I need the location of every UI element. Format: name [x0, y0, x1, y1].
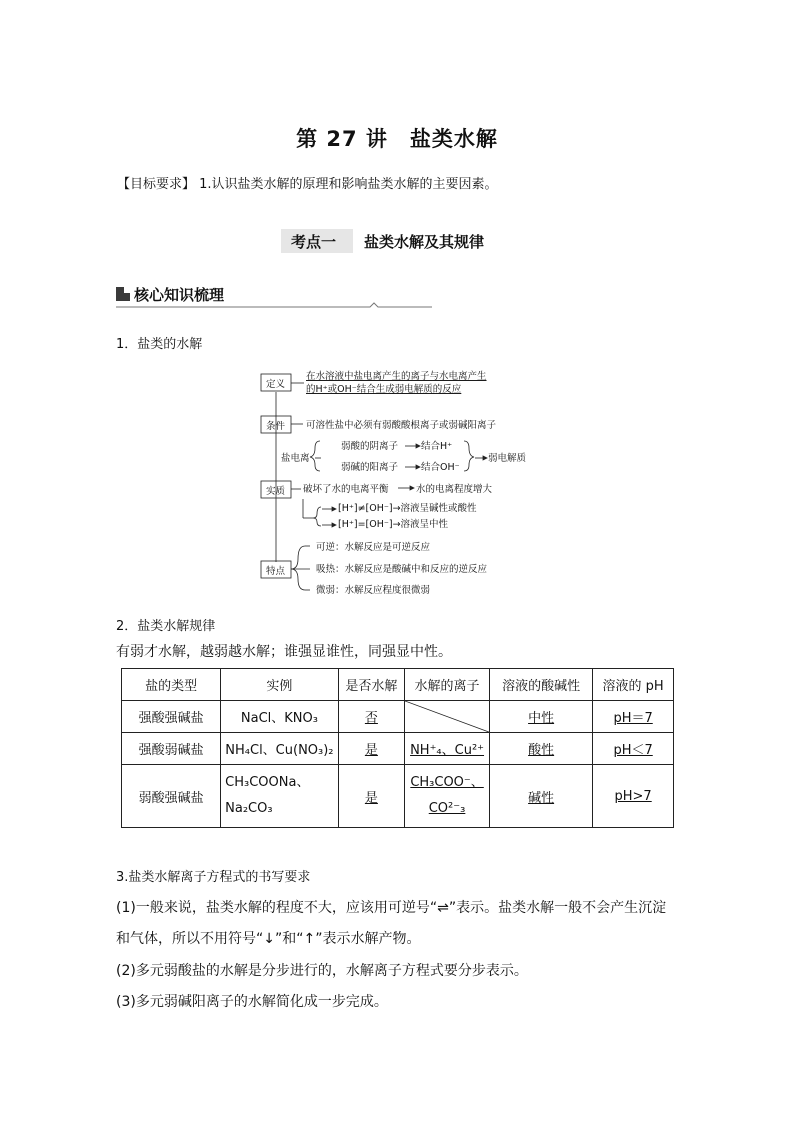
weak-electrolyte-text: 弱电解质: [488, 453, 527, 464]
cell-ph: pH＜7: [593, 733, 674, 765]
cell-type: 弱酸强碱盐: [122, 765, 221, 828]
goal-text: 1.认识盐类水解的原理和影响盐类水解的主要因素。: [199, 177, 498, 192]
eq-text: [H⁺]=[OH⁻]→溶液呈中性: [338, 519, 449, 530]
salt-hydrolysis-table: [121, 668, 674, 828]
cell-acidity: 中性: [489, 701, 592, 733]
cell-example: [221, 765, 339, 828]
subheading-hydrolysis: 1．盐类的水解: [116, 337, 203, 352]
feature1-text: 可逆：水解反应是可逆反应: [316, 542, 431, 553]
subheading-rules: 2．盐类水解规律: [116, 619, 216, 634]
label-definition: 定义: [266, 379, 286, 390]
goal-line: [117, 173, 498, 192]
diagonal-slash: [405, 701, 489, 732]
label-condition: 条件: [266, 421, 286, 432]
table-row: [122, 733, 674, 765]
rule-text: 有弱才水解，越弱越水解；谁强显谁性，同强显中性。: [116, 644, 452, 660]
example-line1: CH₃COONa、: [225, 775, 310, 790]
ions-line1: CH₃COO⁻、: [410, 775, 484, 790]
essence-text2: 水的电离程度增大: [416, 484, 493, 495]
section-title: 核心知识梳理: [134, 286, 225, 304]
bind-oh-text: 结合OH⁻: [421, 462, 460, 473]
ionize-label: 盐电离: [281, 453, 310, 464]
paragraph-2: (2)多元弱酸盐的水解是分步进行的，水解离子方程式要分步表示。: [116, 963, 528, 979]
bind-h-text: 结合H⁺: [421, 441, 453, 452]
cell-acidity: 碱性: [489, 765, 592, 828]
cell-type: 强酸强碱盐: [122, 701, 221, 733]
kaodian-label: 考点一: [291, 233, 337, 251]
definition-line1: 在水溶液中盐电离产生的离子与水电离产生: [306, 371, 487, 382]
table-header: 水解的离子: [405, 669, 490, 701]
essence-text1: 破坏了水的电离平衡: [303, 484, 389, 495]
example-line2: Na₂CO₃: [225, 801, 273, 816]
table-header: 盐的类型: [122, 669, 221, 701]
cell-ph: pH>7: [593, 765, 674, 828]
cell-ions: NH⁺₄、Cu²⁺: [405, 733, 490, 765]
condition-text: 可溶性盐中必须有弱酸酸根离子或弱碱阳离子: [306, 420, 497, 431]
cell-ph: pH＝7: [593, 701, 674, 733]
table-row: [122, 701, 674, 733]
section-square-icon: [116, 287, 130, 301]
goal-label: 【目标要求】: [117, 177, 196, 192]
table-header: 是否水解: [338, 669, 404, 701]
cell-ions-empty: [405, 701, 490, 733]
paragraph-1-line2: 和气体，所以不用符号“↓”和“↑”表示水解产物。: [116, 931, 421, 947]
feature2-text: 吸热：水解反应是酸碱中和反应的逆反应: [316, 564, 488, 575]
label-feature: 特点: [266, 566, 286, 577]
paragraph-1-line1: (1)一般来说，盐类水解的程度不大，应该用可逆号“⇌”表示。盐类水解一般不会产生沉淀: [116, 900, 667, 916]
section-underline: [116, 301, 432, 309]
table-header: 溶液的酸碱性: [489, 669, 592, 701]
ions-line2: CO²⁻₃: [428, 801, 466, 816]
table-row: [122, 765, 674, 828]
table-header-row: [122, 669, 674, 701]
cell-hydrolysis: 是: [338, 765, 404, 828]
cation-text: 弱碱的阳离子: [341, 462, 399, 473]
cell-type: 强酸弱碱盐: [122, 733, 221, 765]
hydrolysis-concept-diagram: [258, 364, 548, 604]
kaodian-title: 盐类水解及其规律: [364, 233, 485, 251]
label-essence: 实质: [266, 486, 286, 497]
cell-ions: [405, 765, 490, 828]
subheading-equations: 3.盐类水解离子方程式的书写要求: [116, 870, 311, 885]
cell-example: NH₄Cl、Cu(NO₃)₂: [221, 733, 339, 765]
cell-hydrolysis: 否: [338, 701, 404, 733]
cell-example: NaCl、KNO₃: [221, 701, 339, 733]
paragraph-3: (3)多元弱碱阳离子的水解简化成一步完成。: [116, 994, 388, 1010]
feature3-text: 微弱：水解反应程度很微弱: [316, 585, 431, 596]
table-header: 溶液的 pH: [593, 669, 674, 701]
table-header: 实例: [221, 669, 339, 701]
cell-acidity: 酸性: [489, 733, 592, 765]
ne-text: [H⁺]≠[OH⁻]→溶液呈碱性或酸性: [338, 503, 477, 514]
definition-line2: 的H⁺或OH⁻结合生成弱电解质的反应: [306, 384, 462, 395]
page-title: 第 27 讲 盐类水解: [296, 127, 498, 151]
cell-hydrolysis: 是: [338, 733, 404, 765]
anion-text: 弱酸的阴离子: [341, 441, 399, 452]
